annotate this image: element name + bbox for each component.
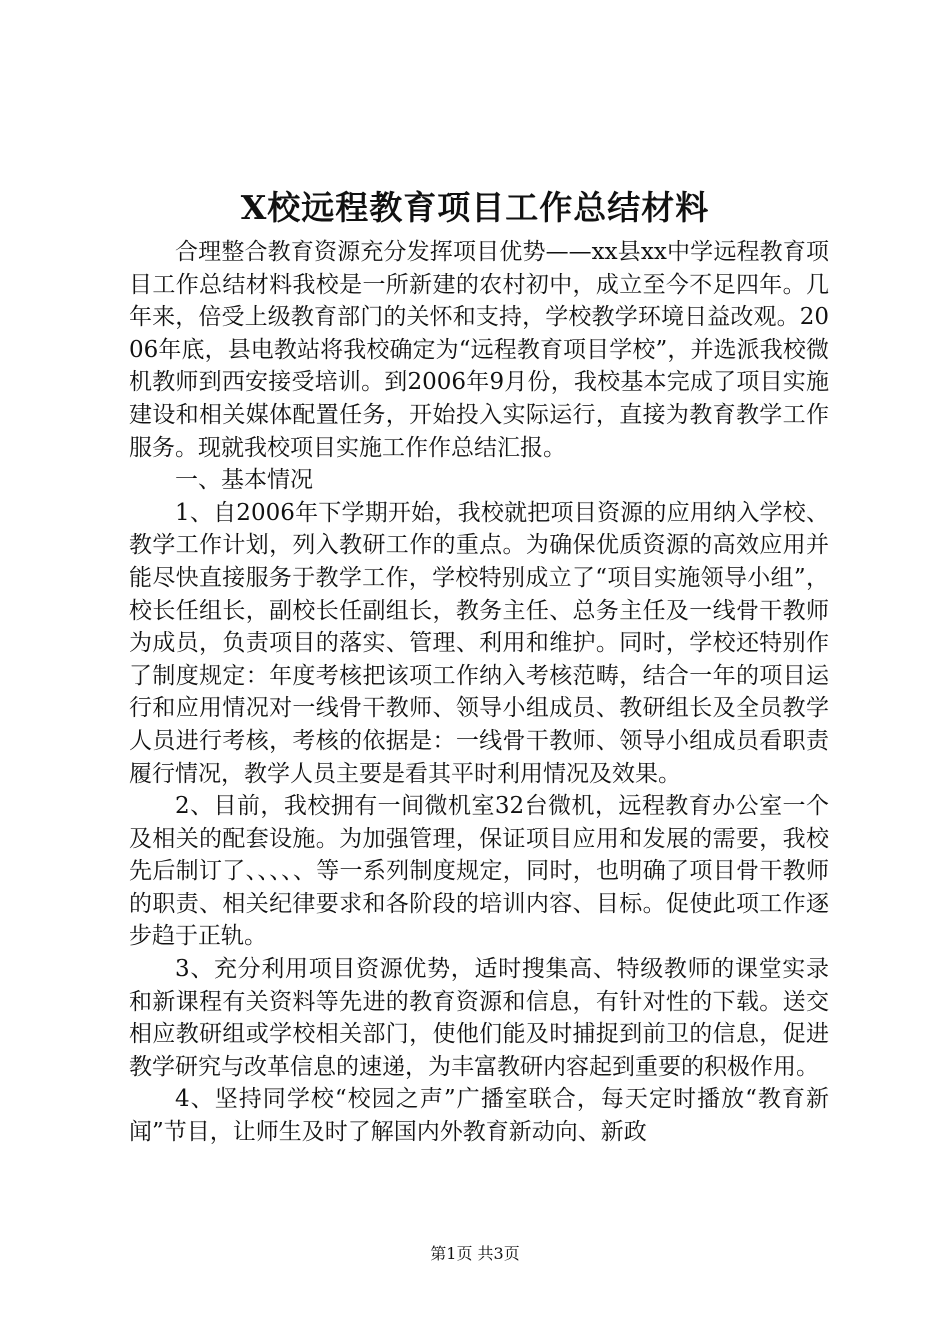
paragraph-intro: 合理整合教育资源充分发挥项目优势——xx县xx中学远程教育项目工作总结材料我校是一所新建的农村初中，成立至今不足四年。几年来，倍受上级教育部门的关怀和支持，学校教学环境日益改观。2006年底，县电教站将我校确定为“远程教育项目学校”，并选派我校微机教师到西安接受培训。到2006年9月份，我校基本完成了项目实施建设和相关媒体配置任务，开始投入实际运行，直接为教育教学工作服务。现就我校项目实施工作作总结汇报。: [129, 239, 829, 461]
paragraph-item-3: 3、充分利用项目资源优势，适时搜集高、特级教师的课堂实录和新课程有关资料等先进的教育资源和信息，有针对性的下载。送交相应教研组或学校相关部门，使他们能及时捕捉到前卫的信息，促进教学研究与改革信息的速递，为丰富教研内容起到重要的积极作用。: [129, 956, 829, 1080]
page-footer: 第1页 共3页: [430, 1244, 520, 1263]
document-body: [129, 236, 829, 1149]
section-heading-basic-situation: 一、基本情况: [175, 467, 313, 494]
document-title: X校远程教育项目工作总结材料: [240, 188, 710, 227]
paragraph-item-4: 4、坚持同学校“校园之声”广播室联合，每天定时播放“教育新闻”节目，让师生及时了解国内外教育新动向、新政: [129, 1086, 829, 1146]
paragraph-item-1: 1、自2006年下学期开始，我校就把项目资源的应用纳入学校、教学工作计划，列入教研工作的重点。为确保优质资源的高效应用并能尽快直接服务于教学工作，学校特别成立了“项目实施领导小组”，校长任组长，副校长任副组长，教务主任、总务主任及一线骨干教师为成员，负责项目的落实、管理、利用和维护。同时，学校还特别作了制度规定：年度考核把该项工作纳入考核范畴，结合一年的项目运行和应用情况对一线骨干教师、领导小组成员、教研组长及全员教学人员进行考核，考核的依据是：一线骨干教师、领导小组成员看职责履行情况，教学人员主要是看其平时利用情况及效果。: [129, 499, 829, 787]
paragraph-item-2: 2、目前，我校拥有一间微机室32台微机，远程教育办公室一个及相关的配套设施。为加强管理，保证项目应用和发展的需要，我校先后制订了、、、、、等一系列制度规定，同时，也明确了项目骨干教师的职责、相关纪律要求和各阶段的培训内容、目标。促使此项工作逐步趋于正轨。: [129, 793, 829, 950]
